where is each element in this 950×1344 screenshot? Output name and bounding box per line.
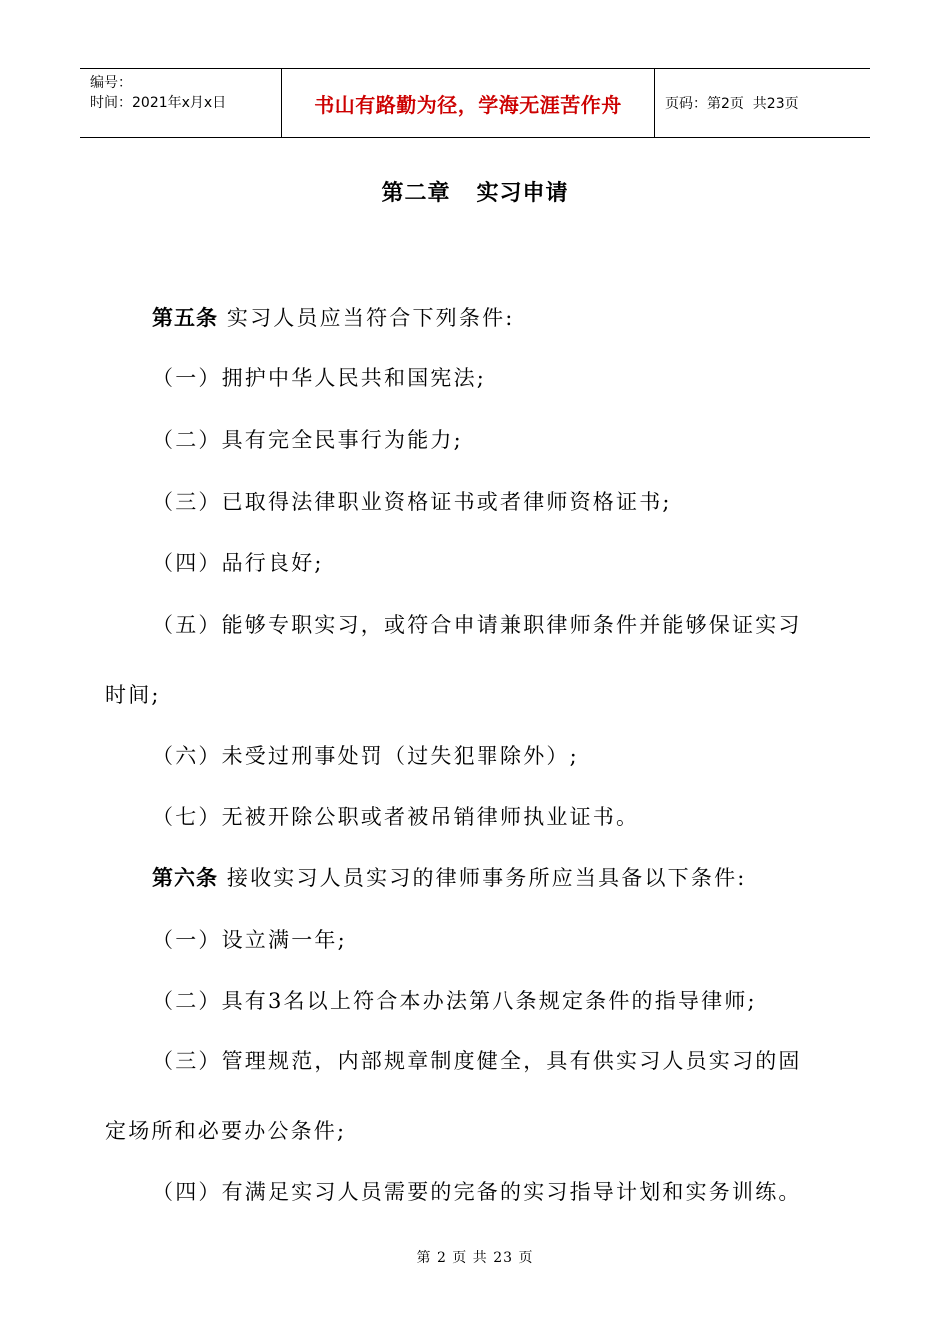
article-5-item: （七）无被开除公职或者被吊销律师执业证书。 [152, 805, 640, 829]
article-5-item: （五）能够专职实习，或符合申请兼职律师条件并能够保证实习 [152, 613, 802, 637]
article-6-item: （四）有满足实习人员需要的完备的实习指导计划和实务训练。 [152, 1180, 802, 1204]
page-header [80, 68, 870, 138]
header-page-info [655, 69, 870, 137]
article-6-heading [152, 862, 747, 892]
article-5-item: （一）拥护中华人民共和国宪法; [152, 366, 487, 390]
header-number: 编号： [90, 75, 132, 91]
article-6-item: （三）管理规范，内部规章制度健全，具有供实习人员实习的固 [152, 1049, 802, 1073]
header-time: 时间：2021年x月x日 [90, 95, 227, 111]
article-5-item: （六）未受过刑事处罚（过失犯罪除外）; [152, 744, 579, 768]
header-motto: 书山有路勤为径，学海无涯苦作舟 [281, 69, 655, 137]
header-meta [80, 69, 281, 137]
chapter-title: 第二章 实习申请 [381, 181, 569, 206]
header-page-text: 页码：第2页 共23页 [665, 96, 799, 112]
article-5-item-continued: 时间; [105, 683, 161, 707]
article-5-lead: 第五条 [152, 306, 218, 330]
article-6-item-continued: 定场所和必要办公条件; [105, 1119, 347, 1143]
article-5-heading [152, 302, 515, 332]
article-6-item: （一）设立满一年; [152, 928, 347, 952]
article-6-text: 接收实习人员实习的律师事务所应当具备以下条件: [218, 866, 747, 890]
article-5-text: 实习人员应当符合下列条件: [218, 306, 515, 330]
article-5-item: （四）品行良好; [152, 551, 324, 575]
article-5-item: （二）具有完全民事行为能力; [152, 428, 463, 452]
article-5-item: （三）已取得法律职业资格证书或者律师资格证书; [152, 490, 672, 514]
article-6-lead: 第六条 [152, 866, 218, 890]
article-6-item: （二）具有3名以上符合本办法第八条规定条件的指导律师; [152, 989, 757, 1013]
page-footer: 第 2 页 共 23 页 [416, 1250, 534, 1266]
